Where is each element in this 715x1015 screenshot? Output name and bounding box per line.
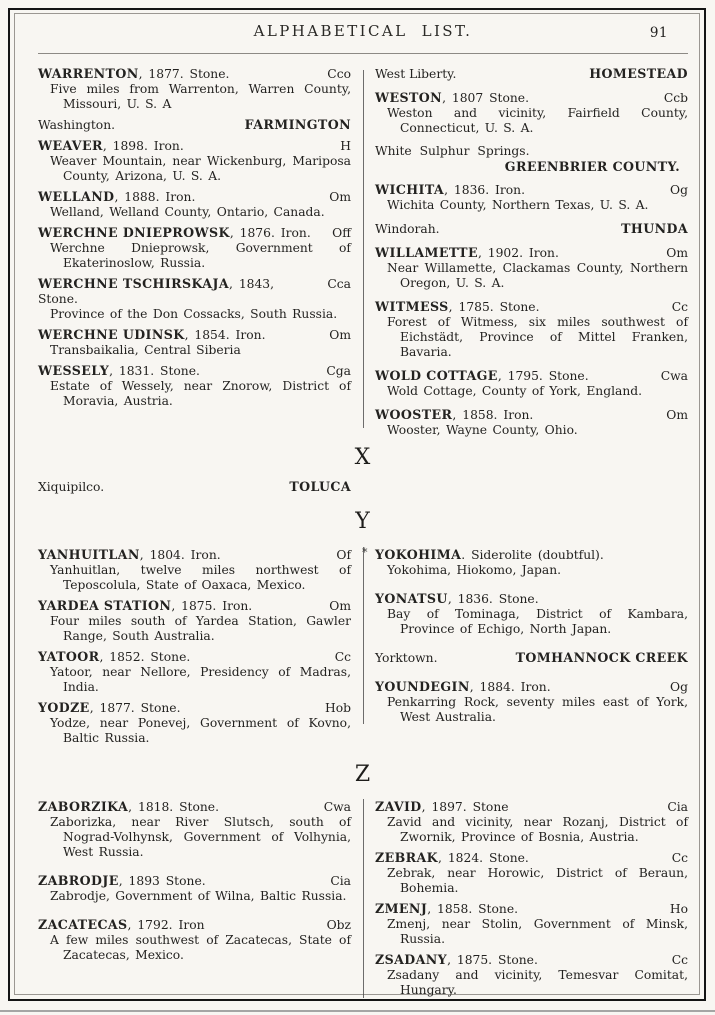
classification-code: Om [666,246,688,260]
entry-head [375,407,688,423]
xref-source: West Liberty. [375,67,457,81]
entry-head [375,591,688,607]
meteorite-name: YATOOR [38,649,100,664]
entry-head [38,799,351,815]
entry-yonatsu [375,591,688,637]
meteorite-name: WELLAND [38,189,115,204]
column-right [375,66,688,438]
entry-year-material: , 1831. Stone. [109,364,200,378]
classification-code: Cga [326,364,351,378]
column-right [375,799,688,998]
column-divider [363,70,364,428]
classification-code: Cc [671,300,688,314]
entry-head-text [38,225,324,241]
entry-head [38,873,351,889]
entry-head-text [38,598,321,614]
entry-locality: Werchne Dnieprowsk, Government of Ekaterinoslow, Russia. [50,241,351,270]
entry-zsadany [375,952,688,998]
entry-head-text [38,917,319,933]
entry-head-text [375,182,662,198]
header-rule [38,53,688,54]
meteorite-name: WEAVER [38,138,103,153]
entry-head [375,901,688,917]
entry-year-material: , 1854. Iron. [184,328,266,342]
entry-head-text [38,66,319,82]
cross-reference [375,221,688,237]
classification-code: Om [329,599,351,613]
entry-locality: Weston and vicinity, Fairfield County, Connecticut, U. S. A. [387,106,688,135]
entry-head [375,799,688,815]
section-W [38,66,688,438]
entry-head-text [375,299,664,315]
entry-head-text [375,90,656,106]
entry-locality: Penkarring Rock, seventy miles east of York, West Australia. [387,695,688,724]
entry-head-text [38,873,322,889]
meteorite-name: WILLAMETTE [375,245,478,260]
meteorite-name: WITMESS [375,299,449,314]
entry-werchne-dnieprowsk [38,225,351,271]
classification-code: Cco [327,67,351,81]
entry-head-text [375,547,688,563]
entry-locality: Zabrodje, Government of Wilna, Baltic Russia. [50,889,347,903]
classification-code: Og [670,680,688,694]
sections-container [38,66,688,998]
entry-year-material: , 1804. Iron. [139,548,221,562]
entry-year-material: , 1893 Stone. [118,874,206,888]
meteorite-name: ZACATECAS [38,917,128,932]
column-left [38,479,351,495]
meteorite-name: WOLD COTTAGE [375,368,498,383]
xref-source: Yorktown. [375,651,438,665]
entry-year-material: , 1852. Stone. [99,650,191,664]
entry-yanhuitlan [38,547,351,593]
entry-locality: Yanhuitlan, twelve miles northwest of Teposcolula, State of Oaxaca, Mexico. [50,563,351,592]
entry-wessely [38,363,351,409]
entry-head [375,547,688,563]
meteorite-name: WESTON [375,90,443,105]
entry-year-material: , 1858. Iron. [452,408,534,422]
classification-code: Cwa [660,369,688,383]
entry-head-text [38,799,316,815]
entry-head-text [375,245,658,261]
column-right [375,479,688,495]
entry-head [38,649,351,665]
cross-reference [375,66,688,82]
entry-willamette [375,245,688,291]
section-letter-Z: Z [354,762,372,787]
entry-head-text [375,407,658,423]
entry-locality: Wold Cottage, County of York, England. [387,384,643,398]
entry-year-material: , 1843, Stone. [38,277,275,306]
entry-year-material: , 1876. Iron. [229,226,311,240]
footnote-asterisk: * [362,546,368,559]
entry-head [38,700,351,716]
entry-head [375,850,688,866]
column-left [38,547,351,746]
entry-year-material: , 1898. Iron. [102,139,184,153]
meteorite-name: WARRENTON [38,66,139,81]
section-letter-Y: Y [355,509,371,534]
meteorite-name: WERCHNE DNIEPROWSK [38,225,230,240]
entry-yokohima [362,546,688,578]
xref-source: Windorah. [375,222,440,236]
entry-locality: Province of the Don Cossacks, South Russia. [50,307,338,321]
entry-year-material: , 1897. Stone [421,800,509,814]
entry-year-material: , 1836. Iron. [444,183,526,197]
entry-year-material: , 1792. Iron [127,918,205,932]
meteorite-name: YOKOHIMA [375,547,462,562]
classification-code: Om [329,190,351,204]
entry-locality: Yatoor, near Nellore, Presidency of Madras, India. [50,665,351,694]
entry-year-material: , 1902. Iron. [477,246,559,260]
entry-zacatecas [38,917,351,963]
entry-head [38,547,351,563]
entry-year-material: , 1877. Stone. [89,701,181,715]
xref-source: Washington. [38,118,116,132]
entry-locality: Zmenj, near Stolin, Government of Minsk, Russia. [387,917,688,946]
entry-year-material: , 1836. Stone. [447,592,539,606]
entry-head [375,952,688,968]
cross-reference [38,479,351,495]
entry-head [375,299,688,315]
meteorite-name: WICHITA [375,182,445,197]
section-columns [38,799,688,998]
cross-reference-two-line [375,144,688,174]
entry-year-material: , 1807 Stone. [442,91,529,105]
entry-year-material: , 1877. Stone. [138,67,230,81]
entry-head-text [38,327,321,343]
entry-year-material: , 1818. Stone. [128,800,219,814]
entry-locality: Near Willamette, Clackamas County, Northern Oregon, U. S. A. [387,261,688,290]
entry-locality: Zaborizka, near River Slutsch, south of Nograd-Volhynsk, Government of Volhynia, West Russia. [50,815,351,859]
cross-reference [38,117,351,133]
entry-zabrodje [38,873,351,904]
entry-head [38,225,351,241]
classification-code: Om [329,328,351,342]
entry-locality: A few miles southwest of Zacatecas, State of Zacatecas, Mexico. [50,933,351,962]
entry-locality: Zavid and vicinity, near Rozanj, District of Zwornik, Province of Bosnia, Austria. [387,815,688,844]
classification-code: Obz [326,918,351,932]
xref-target: FARMINGTON [244,117,351,132]
entry-year-material: , 1824. Stone. [438,851,529,865]
entry-year-material: , 1875. Stone. [447,953,538,967]
entry-head-text [38,189,321,205]
section-Y [38,510,688,746]
meteorite-name: YANHUITLAN [38,547,140,562]
entry-weston [375,90,688,136]
entry-zavid [375,799,688,845]
entry-witmess [375,299,688,360]
xref-target: TOMHANNOCK CREEK [515,650,688,665]
section-columns [38,547,688,746]
entry-year-material: , 1795. Stone. [497,369,589,383]
classification-code: Cwa [323,800,351,814]
entry-head-text [38,547,328,563]
entry-head-text [375,952,664,968]
entry-head-text [375,850,664,866]
meteorite-name: ZABORZIKA [38,799,129,814]
classification-code: Om [666,408,688,422]
meteorite-name: ZSADANY [375,952,448,967]
entry-warrenton [38,66,351,112]
section-columns [38,479,688,495]
classification-code: Cca [327,277,351,291]
meteorite-name: WESSELY [38,363,110,378]
column-divider [363,547,364,724]
xref-source: Xiquipilco. [38,480,105,494]
classification-code: Ho [669,902,688,916]
page-content [38,24,688,998]
entry-locality: Estate of Wessely, near Znorow, District of Moravia, Austria. [50,379,351,408]
entry-wooster [375,407,688,438]
entry-head [38,276,351,307]
classification-code: Ccb [663,91,688,105]
classification-code: Cia [667,800,688,814]
entry-head [38,363,351,379]
section-columns [38,66,688,438]
entry-head [375,90,688,106]
classification-code: Og [670,183,688,197]
entry-head [38,917,351,933]
entry-werchne-udinsk [38,327,351,358]
column-left [38,66,351,438]
entry-locality: Wichita County, Northern Texas, U. S. A. [387,198,649,212]
page-number: 91 [649,25,668,41]
scan-edge-artifact [0,1010,715,1012]
classification-code: Of [336,548,351,562]
entry-year-material: , 1875. Iron. [171,599,253,613]
entry-head-text [38,138,332,154]
entry-zmenj [375,901,688,947]
xref-source: White Sulphur Springs. [375,144,530,158]
entry-locality: Four miles south of Yardea Station, Gawler Range, South Australia. [50,614,351,643]
meteorite-name: WERCHNE TSCHIRSKAJA [38,276,230,291]
entry-werchne-tschirskaja [38,276,351,322]
entry-welland [38,189,351,220]
cross-reference [375,650,688,666]
xref-target: TOLUCA [289,479,351,494]
meteorite-name: ZAVID [375,799,422,814]
classification-code: Cia [330,874,351,888]
entry-locality: Zebrak, near Horowic, District of Beraun, Bohemia. [387,866,688,895]
entry-wold-cottage [375,368,688,399]
entry-locality: Wooster, Wayne County, Ohio. [387,423,578,437]
meteorite-name: YONATSU [375,591,448,606]
entry-youndegin [375,679,688,725]
entry-yatoor [38,649,351,695]
entry-locality: Zsadany and vicinity, Temesvar Comitat, Hungary. [387,968,688,997]
entry-locality: Yokohima, Hiokomo, Japan. [387,563,562,577]
entry-head-text [375,679,662,695]
entry-locality: Bay of Tominaga, District of Kambara, Province of Echigo, North Japan. [387,607,688,636]
meteorite-name: ZMENJ [375,901,428,916]
entry-head [38,138,351,154]
entry-head [38,66,351,82]
entry-head-text [375,901,662,917]
section-letter-X: X [354,445,372,470]
meteorite-name: ZEBRAK [375,850,439,865]
entry-head-text [375,591,688,607]
entry-locality: Yodze, near Ponevej, Government of Kovno, Baltic Russia. [50,716,351,745]
entry-head [38,189,351,205]
entry-head [38,327,351,343]
entry-locality: Weaver Mountain, near Wickenburg, Mariposa County, Arizona, U. S. A. [50,154,351,183]
entry-year-material: , 1785. Stone. [448,300,540,314]
classification-code: Cc [671,953,688,967]
entry-head [375,182,688,198]
xref-target: HOMESTEAD [589,66,688,81]
entry-head-text [38,700,317,716]
meteorite-name: YODZE [38,700,90,715]
entry-zaborzika [38,799,351,860]
classification-code: Cc [334,650,351,664]
classification-code: Off [332,226,351,240]
entry-head-text [38,649,327,665]
running-header [38,24,688,44]
meteorite-name: WERCHNE UDINSK [38,327,185,342]
entry-zebrak [375,850,688,896]
entry-head [375,245,688,261]
classification-code: Hob [325,701,351,715]
meteorite-name: YOUNDEGIN [375,679,470,694]
xref-target: THUNDA [621,221,688,236]
entry-head-text [375,368,653,384]
meteorite-name: WOOSTER [375,407,453,422]
entry-wichita [375,182,688,213]
entry-head [375,368,688,384]
entry-locality: Transbaikalia, Central Siberia [50,343,241,357]
meteorite-name: YARDEA STATION [38,598,172,613]
entry-head-text [375,799,659,815]
entry-locality: Forest of Witmess, six miles southwest of Eichstädt, Province of Mittel Franken, Bavaria. [387,315,688,359]
column-right [362,546,688,746]
entry-head-text [38,363,318,379]
entry-yardea-station [38,598,351,644]
page-title: ALPHABETICAL LIST. [253,22,473,40]
entry-head [38,598,351,614]
entry-weaver [38,138,351,184]
entry-yodze [38,700,351,746]
entry-year-material: , 1858. Stone. [427,902,519,916]
classification-code: H [340,139,351,153]
section-X [38,446,688,495]
meteorite-name: ZABRODJE [38,873,119,888]
entry-locality: Welland, Welland County, Ontario, Canada. [50,205,325,219]
entry-locality: Five miles from Warrenton, Warren County, Missouri, U. S. A [50,82,351,111]
entry-year-material: . Siderolite (doubtful). [461,548,604,562]
classification-code: Cc [671,851,688,865]
column-divider [363,799,364,998]
entry-head [375,679,688,695]
section-Z [38,763,688,998]
entry-head-text [38,276,319,307]
entry-year-material: , 1884. Iron. [469,680,551,694]
entry-year-material: , 1888. Iron. [114,190,196,204]
column-left [38,799,351,998]
xref-target: GREENBRIER COUNTY. [504,159,680,174]
